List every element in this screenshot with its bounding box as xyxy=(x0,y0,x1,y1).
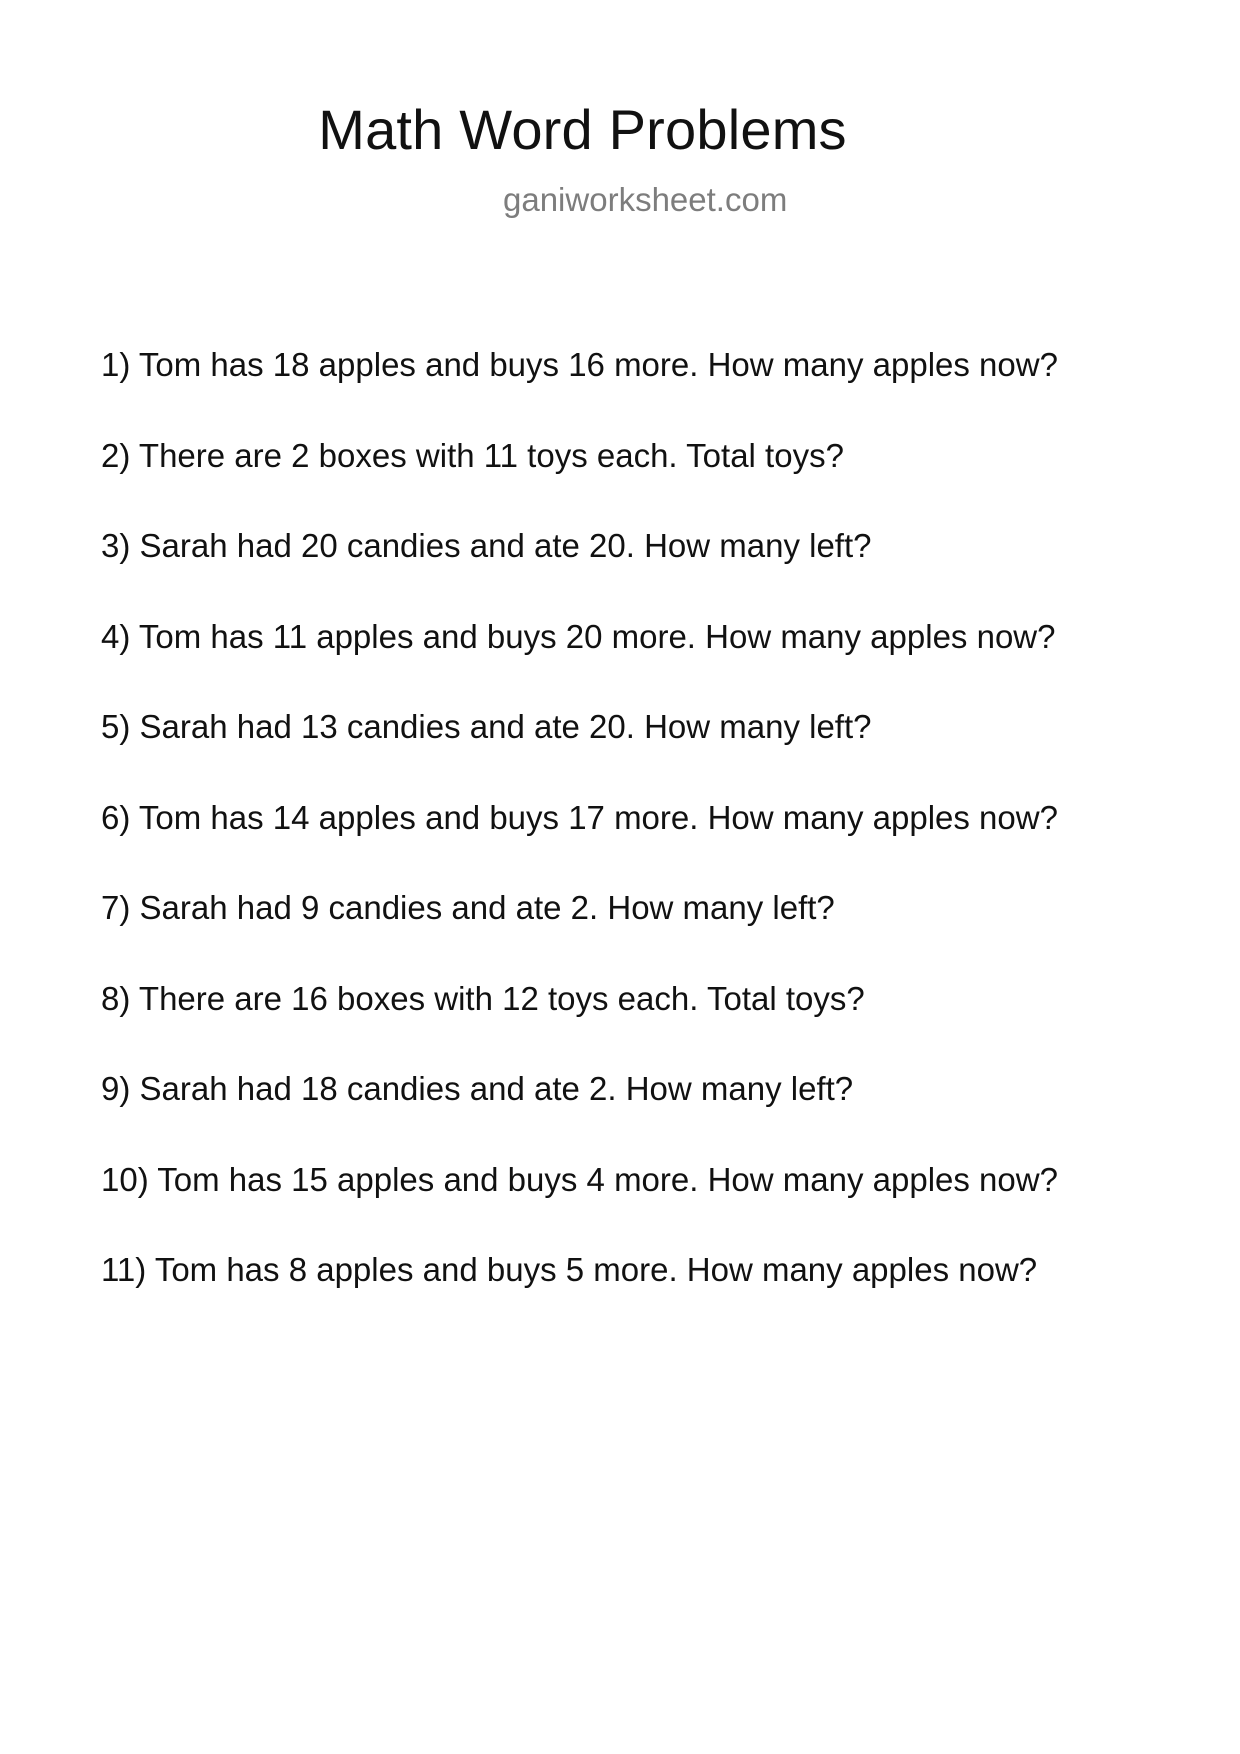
problem-7: 7) Sarah had 9 candies and ate 2. How many left? xyxy=(101,889,835,926)
problem-8: 8) There are 16 boxes with 12 toys each. Total toys? xyxy=(101,979,865,1017)
problem-3: 3) Sarah had 20 candies and ate 20. How many left? xyxy=(101,527,872,564)
problem-2: 2) There are 2 boxes with 11 toys each. Total toys? xyxy=(101,436,844,474)
problem-5: 5) Sarah had 13 candies and ate 20. How many left? xyxy=(101,708,872,745)
problem-4: 4) Tom has 11 apples and buys 20 more. How many apples now? xyxy=(101,617,1056,655)
worksheet-title: Math Word Problems xyxy=(318,98,847,161)
problem-9: 9) Sarah had 18 candies and ate 2. How many left? xyxy=(101,1070,854,1107)
site-name: ganiworksheet.com xyxy=(503,181,788,218)
problem-list xyxy=(101,345,1058,1341)
problem-1: 1) Tom has 18 apples and buys 16 more. How many apples now? xyxy=(101,346,1058,383)
problem-6: 6) Tom has 14 apples and buys 17 more. How many apples now? xyxy=(101,798,1058,836)
problem-11: 11) Tom has 8 apples and buys 5 more. How many apples now? xyxy=(101,1251,1038,1288)
problem-10: 10) Tom has 15 apples and buys 4 more. How many apples now? xyxy=(101,1160,1058,1198)
